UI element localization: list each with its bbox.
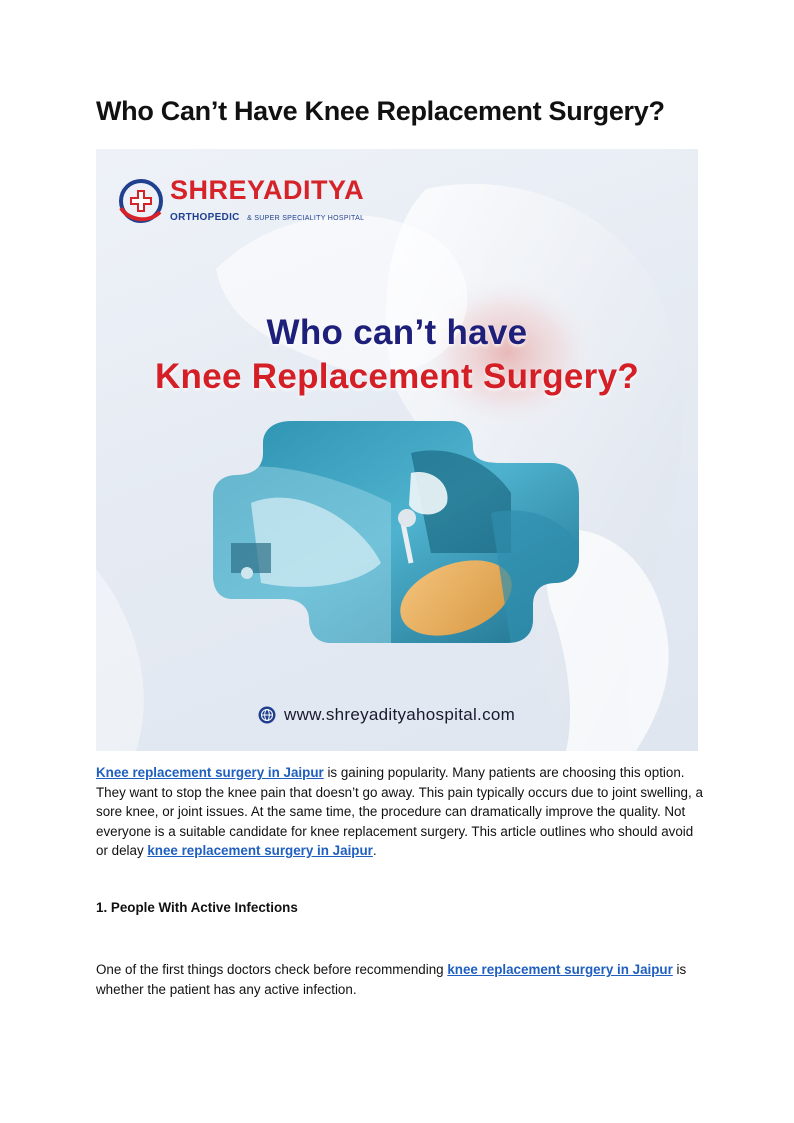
- intro-text-part2: .: [372, 843, 377, 858]
- banner-headline-line2: Knee Replacement Surgery?: [154, 357, 640, 396]
- logo-subtitle-secondary: & SUPER SPECIALITY HOSPITAL: [247, 215, 365, 222]
- logo-name: SHREYADITYA: [170, 175, 365, 205]
- section-text-part1: One of the first things doctors check before recommending: [96, 962, 448, 977]
- intro-paragraph: [96, 763, 706, 861]
- banner-headline-line1: Who can’t have: [266, 313, 528, 352]
- website-url: www.shreyadityahospital.com: [284, 705, 516, 724]
- surgery-photo: [211, 413, 583, 645]
- knee-surgery-link[interactable]: knee replacement surgery in Jaipur: [147, 843, 373, 858]
- section-text-part2: is whether the patient has any active infection.: [96, 962, 687, 997]
- page-title: Who Can’t Have Knee Replacement Surgery?: [96, 96, 665, 126]
- hospital-logo: [118, 177, 364, 224]
- logo-subtitle-primary: ORTHOPEDIC: [170, 212, 240, 223]
- hero-banner-image: [96, 149, 698, 751]
- section-heading: 1. People With Active Infections: [96, 900, 298, 915]
- knee-surgery-link[interactable]: Knee replacement surgery in Jaipur: [96, 765, 324, 780]
- knee-surgery-link[interactable]: knee replacement surgery in Jaipur: [447, 962, 673, 977]
- globe-icon: [258, 706, 276, 724]
- website-footer: [258, 705, 515, 725]
- hospital-logo-icon: [118, 178, 164, 224]
- section-paragraph: [96, 960, 706, 999]
- intro-text-part1: is gaining popularity. Many patients are choosing this option. They want to stop the knee pain that doesn’t go away. This pain typically occurs due to joint swelling, a sore knee, or joint issues. At the same time, the procedure can dramatically improve the quality. Not everyone is a suitable candidate for knee replacement surgery. This article outlines who should avoid or delay: [96, 765, 703, 858]
